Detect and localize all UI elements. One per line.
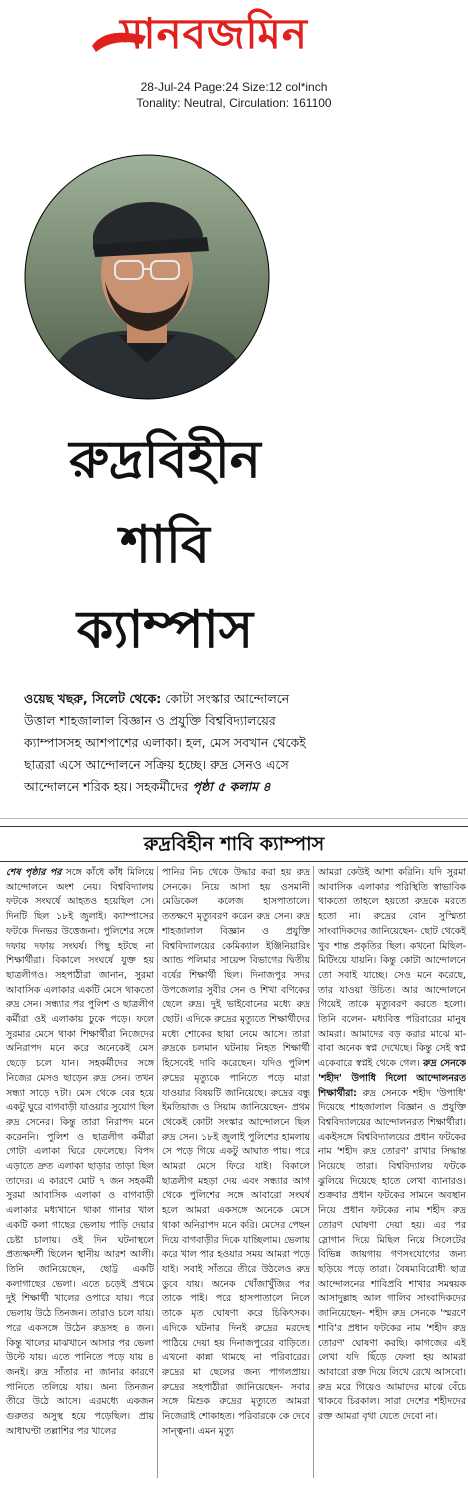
column-1-text: সঙ্গে কাঁধে কাঁধ মিলিয়ে আন্দোলনে অংশ নেয়। বিশ্ববিদ্যালয় ফটকে সংঘর্ষে আহতও হয়েছিল সে। দিনটি ছিল ১৮ই জুলাই। ক্যাম্পাসের ফটকে দিনভর উত্তেজনা। পুলিশের সঙ্গে দফায় দফায় সংঘর্ষ। পিছু হটছে না শিক্ষার্থীরা। বিকালে সংঘর্ষে যুক্ত হয় ছাত্রলীগও। সহপাঠীরা জানান, সুরমা আবাসিক এলাকার একটি মেসে থাকতো রুদ্র সেন। সন্ধ্যার পর পুলিশ ও ছাত্রলীগ কর্মীরা ওই এলাকায় ঢুকে পড়ে। ফলে সুরমার মেসে থাকা শিক্ষার্থীরা নিজেদের অনিরাপদ মনে করে অনেকেই মেস ছেড়ে চলে যান। সহকর্মীদের সঙ্গে নিজের মেসও ছাড়েন রুদ্র সেন। তখন সন্ধ্যা সাড়ে ৭টা। মেস থেকে বের হয়ে একটু ঘুরে বাগবাড়ী যাওয়ার সুযোগ ছিল রুদ্র সেনের। কিন্তু তারা নিরাপদ মনে করেননি। পুলিশ ও ছাত্রলীগ কর্মীরা গোটা এলাকা ঘিরে ফেলেছে। বিপদ এড়াতে দ্রুত এলাকা ছাড়ার তাড়া ছিল তাদের। এ কারণে মোট ৭ জন সহকর্মী সুরমা আবাসিক এলাকা ও বাগবাড়ী এলাকার মধ্যখানে থাকা গানার খাল একটি কলা গাছের ভেলায় পাড়ি দেয়ার চেষ্টা চালায়। ওই দিন ঘটনাস্থলে প্রত্যক্ষদর্শী ছিলেন স্থানীয় আরশ আলী। তিনি জানিয়েছেন, ছোট্ট একটি কলাগাছের ভেলা। এতে চড়েই প্রথমে দুই শিক্ষার্থী খালের ওপারে যায়। পরে ভেলায় উঠে তিনজন। তারাও চলে যায়। পরে একসঙ্গে উঠেন রুদ্রসহ ৪ জন। কিন্তু খালের মাঝখানে আসার পর ভেলা উল্টে যায়। এতে পানিতে পড়ে যায় ৪ জনই। রুদ্র সাঁতার না জানার কারণে পানিতে তলিয়ে যায়। অন্য তিনজন তীরে উঠে আসে। এরমধ্যে একজন গুরুতর অসুস্থ হয়ে পড়েছিল। প্রায় আধাঘণ্টা তল্লাশির পর খালের xyxy=(6,867,154,1437)
article-column-1 xyxy=(6,866,154,1478)
headline-line-1: রুদ্রবিহীন xyxy=(69,430,261,490)
column-rule xyxy=(313,866,314,1478)
byline: ওয়েছ খছরু, সিলেট থেকে: xyxy=(24,691,162,706)
tonality-info: Tonality: Neutral, Circulation: 161100 xyxy=(136,96,332,110)
headline-line-2: শাবি xyxy=(120,515,210,575)
clip-info: 28-Jul-24 Page:24 Size:12 col*inch xyxy=(140,80,328,94)
section-divider xyxy=(0,818,468,819)
continued-reference: পৃষ্ঠা ৫ কলাম ৪ xyxy=(192,779,271,794)
masthead xyxy=(0,0,468,124)
column-2-text: পানির নিচ থেকে উদ্ধার করা হয় রুদ্র সেনকে। নিয়ে আসা হয় ওসমানী মেডিকেল কলেজ হাসপাতালে। ততক্ষণে মৃত্যুবরণ করেন রুদ্র সেন। রুদ্র শাহজালাল বিজ্ঞান ও প্রযুক্তি বিশ্ববিদ্যালয়ের কেমিক্যাল ইঞ্জিনিয়ারিং অ্যান্ড পলিমার সায়েন্স বিভাগের দ্বিতীয় বর্ষের শিক্ষার্থী ছিল। দিনাজপুর সদর উপজেলার সুবীর সেন ও শিখা বণিকের ছেলে রুদ্র। দুই ভাইবোনের মধ্যে রুদ্র ছোট। এদিকে রুদ্রের মৃত্যুতে শিক্ষার্থীদের মধ্যে শোকের ছায়া নেমে আসে। তারা রুদ্রকে চলমান ঘটনায় নিহত শিক্ষার্থী হিসেবেই দাবি করেছেন। যদিও পুলিশ রুদ্রের মৃত্যুকে পানিতে পড়ে মারা যাওয়ার বিষয়টি জানিয়েছে। রুদ্রের বন্ধু ইমতিয়াজ ও সিয়াম জানিয়েছেন- প্রথম থেকেই কোটা সংস্কার আন্দোলনে ছিল রুদ্র সেন। ১৮ই জুলাই পুলিশের হামলায় সে পড়ে গিয়ে একটু আঘাত পায়। পরে আমরা মেসে ফিরে যাই। বিকালে ছাত্রলীগ মহড়া দেয় এবং সন্ধ্যার আগ থেকে পুলিশের সঙ্গে আবারো সংঘর্ষ হলে আমরা একসঙ্গে অনেকে মেসে থাকা অনিরাপদ মনে করি। মেসের পেছন দিয়ে বাগবাড়ীর দিকে যাচ্ছিলাম। ভেলায় করে খাল পার হওয়ার সময় আমরা পড়ে যাই। সবাই সাঁতরে তীরে উঠলেও রুদ্র ডুবে যায়। অনেক খোঁজাখুঁজির পর তাকে পাই। পরে হাসপাতালে নিলে তাকে মৃত ঘোষণা করে চিকিৎসক। এদিকে ঘটনার দিনই রুদ্রের মরদেহ পাঠিয়ে দেয়া হয় দিনাজপুরের বাড়িতে। এখনো কান্না থামছে না পরিবারের। রুদ্রের মা ছেলের জন্য পাগলপ্রায়। রুদ্রের সহপাঠীরা জানিয়েছেন- সবার সঙ্গে মিশুক রুদ্রের মৃত্যুতে আমরা নিজেরাই শোকাহত। পরিবারকে কে দেবে সান্ত্বনা। এমন মৃত্যু xyxy=(162,867,310,1437)
continuation-heading: রুদ্রবিহীন শাবি ক্যাম্পাস xyxy=(0,826,468,862)
headline-line-3: ক্যাম্পাস xyxy=(76,600,254,660)
continued-from-label: শেষ পৃষ্ঠার পর xyxy=(6,867,62,878)
article-column-3 xyxy=(318,866,466,1478)
newspaper-title: মানবজমিন xyxy=(120,9,308,58)
article-column-2 xyxy=(162,866,310,1478)
portrait-photo xyxy=(23,153,271,401)
subheading: রুদ্র সেনকে 'শহীদ' উপাধি দিলো আন্দোলনরত শিক্ষার্থীরা: xyxy=(318,1058,466,1099)
lead-paragraph xyxy=(24,688,316,798)
lead-text: কোটা সংস্কার আন্দোলনে উত্তাল শাহজালাল বিজ্ঞান ও প্রযুক্তি বিশ্ববিদ্যালয়ের ক্যাম্পাসসহ আশপাশের এলাকা। হল, মেস সবখান থেকেই ছাত্ররা এসে আন্দোলনে সক্রিয় হচ্ছে। রুদ্র সেনও এসে আন্দোলনে শরিক হয়। সহকর্মীদের xyxy=(24,691,306,794)
column-3-text-a: আমরা কেউই আশা করিনি। যদি সুরমা আবাসিক এলাকার পরিস্থিতি স্বাভাবিক থাকতো তাহলে হয়তো রুদ্রকে মরতে হতো না। রুদ্রের বোন সুস্মিতা সাংবাদিকদের জানিয়েছেন- ছোট থেকেই খুব শান্ত প্রকৃতির ছিল। কখনো মিছিল-মিটিংয়ে যায়নি। কিন্তু কোটা আন্দোলনে তো সবাই যাচ্ছে। সেও মনে করেছে, তার যাওয়া উচিত। আর আন্দোলনে গিয়েই তাকে মৃত্যুবরণ করতে হলো। তিনি বলেন- মধ্যবিত্ত পরিবারের মানুষ আমরা। আমাদের বড় করার মাঝে মা-বাবা অনেক স্বপ্ন দেখেছে। কিন্তু সেই স্বপ্ন একেবারে স্বপ্নই থেকে গেল। xyxy=(318,867,466,1070)
column-3-text-b: রুদ্র সেনকে শহীদ 'উপাধি' দিয়েছে শাহজালাল বিজ্ঞান ও প্রযুক্তি বিশ্ববিদ্যালয়ের আন্দোলনরত শিক্ষার্থীরা। একইসঙ্গে বিশ্ববিদ্যালয়ের প্রধান ফটকের নাম 'শহীদ রুদ্র তোরণ' রাখার সিদ্ধান্ত নিয়েছে তারা। বিশ্ববিদ্যালয় ফটকে ঝুলিয়ে দিয়েছে হাতে লেখা ব্যানারও। শুক্রবার প্রধান ফটকের সামনে অবস্থান নিয়ে প্রধান ফটকের নাম শহীদ রুদ্র তোরণ ঘোষণা দেয়া হয়। এর পর স্লোগান দিয়ে মিছিল নিয়ে সিলেটের বিভিন্ন জায়গায় গণসংযোগের জন্য ছড়িয়ে পড়ে তারা। বৈষম্যবিরোধী ছাত্র আন্দোলনের শাবিপ্রবি শাখার সমন্বয়ক আসাদুল্লাহ আল গালিব সাংবাদিকদের জানিয়েছেন- শহীদ রুদ্র সেনকে 'স্মরণে শাবি'র প্রধান ফটকের নাম 'শহীদ রুদ্র তোরণ' ঘোষণা করছি। কাগজের এই লেখা যদি ছিঁড়ে ফেলা হয় আমরা আবারো রক্ত দিয়ে লিখে রেখে আসবো। রুদ্র মরে গিয়েও আমাদের মাঝে বেঁচে থাকবে চিরকাল। সারা দেশের শহীদদের রক্ত আমরা বৃথা যেতে দেবো না। xyxy=(318,1087,466,1423)
column-rule xyxy=(157,866,158,1478)
